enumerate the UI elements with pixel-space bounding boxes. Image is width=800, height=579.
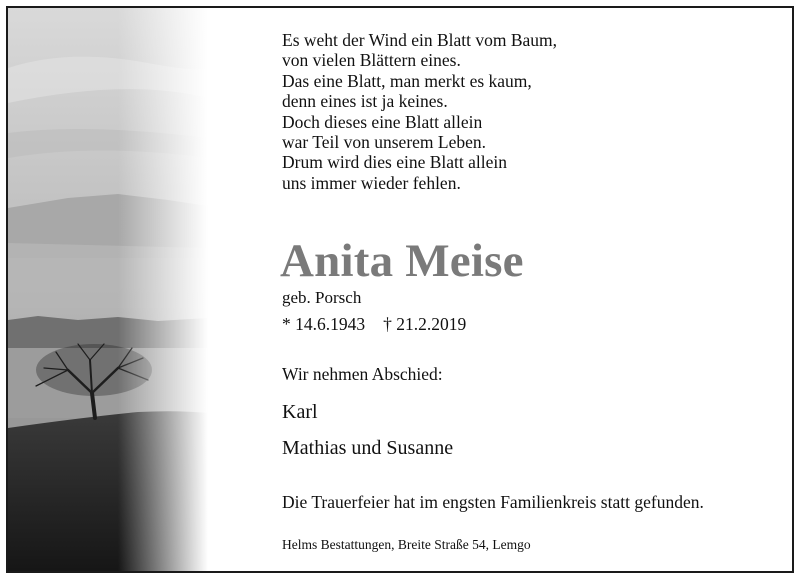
poem-line: Drum wird dies eine Blatt allein: [282, 152, 508, 173]
life-dates: [282, 314, 466, 335]
poem-line: denn eines ist ja keines.: [282, 91, 448, 112]
birth-name: geb. Porsch: [282, 288, 362, 307]
landscape-tree-image: [8, 8, 208, 571]
poem-line: Doch dieses eine Blatt allein: [282, 111, 483, 132]
mourner-name: Mathias und Susanne: [282, 437, 454, 459]
undertaker-address: Helms Bestattungen, Breite Straße 54, Lemgo: [282, 537, 531, 552]
poem: [282, 30, 557, 193]
deceased-name: Anita Meise: [280, 235, 524, 287]
poem-line: war Teil von unserem Leben.: [282, 132, 487, 153]
death-date: † 21.2.2019: [383, 314, 467, 334]
obituary-frame: [6, 6, 794, 573]
mourner-name: Karl: [282, 401, 318, 423]
poem-line: von vielen Blättern eines.: [282, 50, 461, 71]
poem-line: Es weht der Wind ein Blatt vom Baum,: [282, 30, 558, 50]
funeral-note: Die Trauerfeier hat im engsten Familienkreis statt gefunden.: [282, 492, 704, 512]
birth-date: * 14.6.1943: [282, 314, 366, 334]
poem-line: uns immer wieder fehlen.: [282, 172, 461, 193]
poem-line: Das eine Blatt, man merkt es kaum,: [282, 70, 532, 91]
farewell-heading: Wir nehmen Abschied:: [282, 364, 443, 384]
